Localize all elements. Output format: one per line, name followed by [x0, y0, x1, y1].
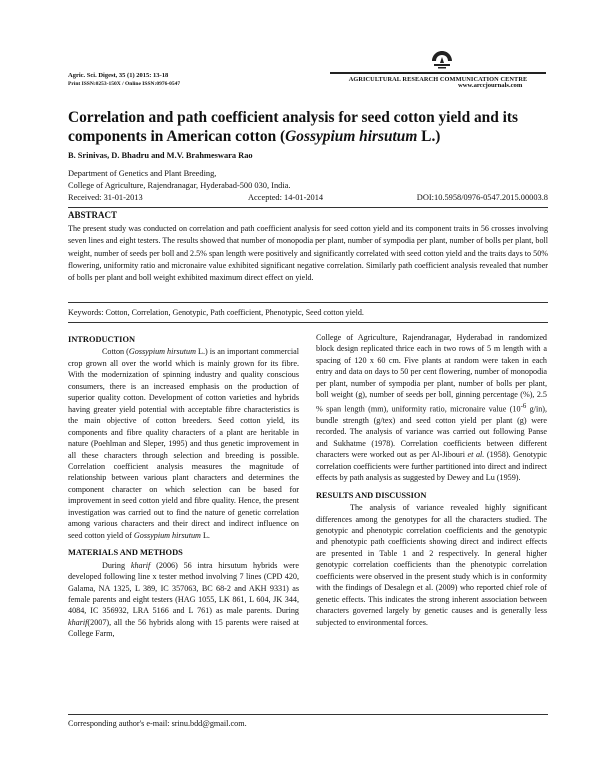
intro-text: Cotton (	[102, 347, 129, 357]
arcc-logo-icon	[430, 49, 454, 69]
title-species: Gossypium hirsutum	[285, 128, 418, 145]
intro-text: L.	[200, 530, 210, 540]
mm-text: During	[102, 560, 131, 570]
affiliation-college: College of Agriculture, Rajendranagar, Hyderabad-500 030, India.	[68, 181, 291, 191]
mm-text: (2007), all the 56 hybrids along with 15 parents were raised at College Farm,	[68, 617, 299, 639]
journal-citation	[68, 71, 180, 89]
abstract-heading: ABSTRACT	[68, 210, 118, 220]
affiliation-department: Department of Genetics and Plant Breeding,	[68, 169, 217, 178]
divider	[68, 302, 548, 303]
mm-text: (2006) 56 intra hirsutum hybrids were developed following line x tester method involving 7 lines (CPD 420, Galama, NA 1325, L 389, IC 357063, BC 68-2 and AKH 9331) as female parents and eight testers (HAG 1055, LK 861, L 604, JK 344, 4084, IC 356932, LRA 5166 and L 761) as male parents. During	[68, 560, 299, 616]
received-date: Received: 31-01-2013	[68, 193, 143, 202]
title-text: Correlation and path coefficient analysis for seed cotton yield and its components in American cotton (	[68, 109, 519, 145]
results-paragraph: The analysis of variance revealed highly significant differences among the genotypes for all the characters studied. The genotypic and phenotypic correlation coefficients and the genotypic and phenotypic path coefficients showing direct and indirect effects are presented in Table 1 and 2 respectively. In general higher genotypic correlation coefficients than the phenotypic correlation coefficients were observed in the present study which is in conformity with the findings of Desalegn et al. (2009) who reported chief role of genetic effects. This indicates the strong inherent association between characters governed largely by genetic causes and is generally less subjected to environmental forces.	[316, 503, 547, 627]
dates-row	[68, 193, 548, 205]
divider	[68, 322, 548, 323]
publisher-website: www.arccjournals.com	[458, 82, 523, 89]
mm-season: kharif	[130, 560, 151, 570]
journal-line: Agric. Sci. Digest, 35 (1) 2015: 13-18	[68, 72, 169, 79]
intro-species: Gossypium hirsutum	[128, 347, 196, 357]
materials-paragraph-continued	[316, 332, 547, 484]
introduction-paragraph	[68, 346, 299, 541]
introduction-heading: INTRODUCTION	[68, 335, 136, 344]
mm-text: g/in), bundle strength (g/tex) and seed cotton yield per plant (g) were recorded. The analysis of variance was carried out following Panse and Sukhatme (1978). Correlation coefficients between different characters were worked out as per Al-Jibouri	[316, 404, 547, 460]
affiliation	[68, 168, 548, 193]
corresponding-author: Corresponding author's e-mail: srinu.bdd@gmail.com.	[68, 719, 247, 728]
issn-line: Print ISSN:0253-150X / Online ISSN:0976-0547	[68, 81, 181, 87]
publisher-name: AGRICULTURAL RESEARCH COMMUNICATION CENTRE	[330, 72, 546, 83]
footer-divider	[68, 714, 548, 715]
authors: B. Srinivas, D. Bhadru and M.V. Brahmeswara Rao	[68, 151, 253, 160]
doi: DOI:10.5958/0976-0547.2015.00003.8	[416, 193, 548, 202]
mm-etal: et al.	[467, 450, 485, 460]
title-text-end: L.)	[417, 128, 441, 145]
right-column	[316, 332, 547, 628]
superscript: -6	[520, 402, 527, 410]
keywords: Keywords: Cotton, Correlation, Genotypic, Path coefficient, Phenotypic, Seed cotton yield.	[68, 308, 364, 317]
divider	[68, 207, 548, 208]
mm-text: College of Agriculture, Rajendranagar, Hyderabad in randomized block design replicated thrice each in two rows of 5 m length with a spacing of 120 x 60 cm. Five plants at random were taken in each entry and data on days to 50 per cent flowering, number of monopodia per plant, number of sympodia per plant, number of bolls per plant, boll weight (g), number of seeds per boll, ginning percentage (%), 2.5 % span length (mm), uniformity ratio, micronaire value (10	[316, 333, 547, 414]
abstract-text: The present study was conducted on correlation and path coefficient analysis for seed cotton yield and its component traits in 56 crosses involving seven lines and eight testers. The results showed that number of monopodia per plant, number of sympodia per plant, number of bolls per plant, boll weight, number of seeds per boll and 2.5% span length were positively and significantly correlated with seed cotton yield and the traits days to 50% flowering, uniformity ratio and micronaire value exhibited significant negative correlation. Similarly path coefficient analysis revealed that number of bolls per plant and boll weight exhibited maximum direct effect on yield.	[68, 224, 548, 283]
materials-methods-heading: MATERIALS AND METHODS	[68, 548, 183, 558]
results-heading: RESULTS AND DISCUSSION	[316, 490, 427, 500]
materials-paragraph-start	[68, 560, 299, 640]
intro-text: L.) is an important commercial crop grown all over the world which is mainly grown for its fibre. With the modernization of spinning industry and quality conscious consumers, there is an increased emphasis on the production of superior quality cotton. Development of cotton varieties and hybrids having greater yield potential with acceptable fibre characteristics is the main objective of cotton breeders. Seed cotton yield, its components and fibre quality characters of a plant are heritable in nature (Poehlman and Sleper, 1995) and thus genetic improvement in all these characters through selection and breeding is possible. Correlation coefficient analysis measures the magnitude of relationship between various plant characters and determines the component character on which selection can be based for improvement in seed cotton yield and fibre quality. Hence, the present investigation was carried out to find the nature of genetic correlation among various characters and their direct and indirect influence on seed cotton yield of	[68, 347, 299, 540]
mm-season: kharif	[68, 617, 88, 627]
accepted-date: Accepted: 14-01-2014	[248, 193, 324, 202]
mm-text: (1958). Genotypic correlation coefficients were further partitioned into direct and indirect effects by path analysis as suggested by Dewey and Lu (1959).	[316, 450, 548, 483]
intro-species: Gossypium hirsutum	[133, 530, 201, 540]
left-column	[68, 334, 299, 640]
paper-title	[68, 108, 548, 146]
